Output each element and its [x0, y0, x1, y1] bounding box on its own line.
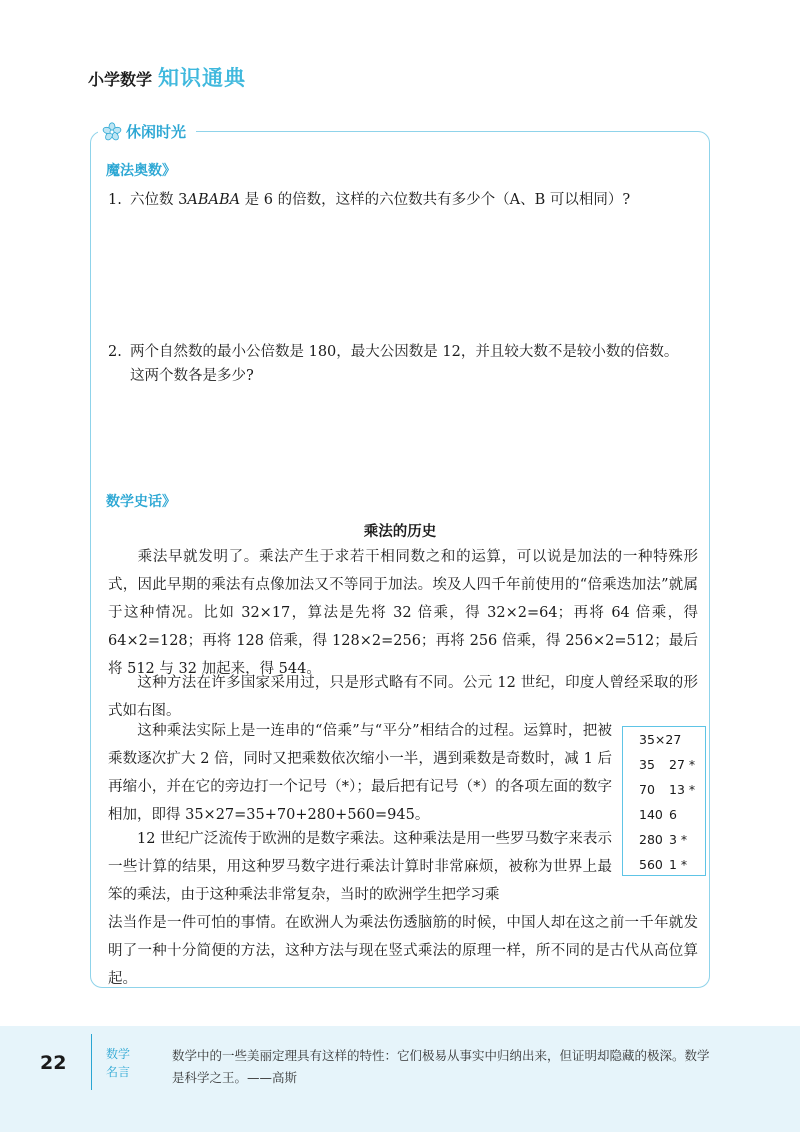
section-title-text: 休闲时光 — [126, 123, 187, 141]
article-paragraph-1: 乘法早就发明了。乘法产生于求若干相同数之和的运算，可以说是加法的一种特殊形式，因此早期的乘法有点像加法又不等同于加法。埃及人四千年前使用的“倍乘迭加法”就属于这种情况。比如 32×17，算法是先将 32 倍乘，得 32×2=64；再将 64 倍乘，得 64×2=128；再将 128 倍乘，得 128×2=256；再将 256 倍乘，得 256×2=512；最后将 512 与 32 加起来，得 544。 — [108, 549, 698, 677]
table-row: 560 1 * — [639, 857, 688, 872]
question-2-number: 2. — [108, 344, 122, 360]
table-row: 35 27 * — [639, 757, 696, 772]
article-paragraph-5: 法当作是一件可怕的事情。在欧洲人为乘法伤透脑筋的时候，中国人却在这之前一千年就发明了一种十分简便的方法，这种方法与现在竖式乘法的原理一样，所不同的是古代从高位算起。 — [108, 915, 698, 987]
series-name: 小学数学 — [88, 70, 153, 89]
question-1-number: 1. — [108, 192, 122, 208]
magic-heading: 魔法奥数》 — [106, 163, 176, 179]
question-2-line1: 两个自然数的最小公倍数是 180，最大公因数是 12，并且较大数不是较小数的倍数。 — [130, 344, 679, 360]
table-row: 70 13 * — [639, 782, 696, 797]
footer-divider — [91, 1034, 92, 1090]
page-header — [88, 62, 246, 92]
section-title — [98, 121, 196, 142]
table-row: 140 6 — [639, 807, 677, 822]
math-quote: 数学中的一些美丽定理具有这样的特性：它们极易从事实中归纳出来，但证明却隐藏的极深。数学是科学之王。——高斯 — [172, 1048, 710, 1085]
article-paragraph-4: 12 世纪广泛流传于欧洲的是数字乘法。这种乘法是用一些罗马数字来表示一些计算的结果，用这种罗马数字进行乘法计算时非常麻烦，被称为世界上最笨的乘法，由于这种乘法非常复杂，当时的欧洲学生把学习乘 — [108, 831, 612, 903]
table-row: 280 3 * — [639, 832, 688, 847]
book-brand: 知识通典 — [158, 66, 247, 90]
article-paragraph-3: 这种乘法实际上是一连串的“倍乘”与“平分”相结合的过程。运算时，把被乘数逐次扩大 2 倍，同时又把乘数依次缩小一半，遇到乘数是奇数时，减 1 后再缩小，并在它的旁边打一个记号（*）；最后把有记号（*）的各项左面的数字相加，即得 35×27=35+70+280+560=945。 — [108, 723, 612, 823]
page-number: 22 — [40, 1052, 67, 1074]
question-1-post: 是 6 的倍数，这样的六位数共有多少个（A、B 可以相同）? — [240, 192, 631, 208]
question-1-pre: 六位数 3 — [130, 192, 188, 208]
flower-icon — [102, 122, 122, 142]
footer-label: 数学 名言 — [106, 1047, 131, 1079]
indian-multiplication-table — [622, 726, 706, 876]
question-2 — [108, 340, 698, 388]
table-head-row: 35×27 — [639, 732, 682, 747]
question-1-var: ABABA — [187, 192, 241, 208]
article-title: 乘法的历史 — [363, 523, 437, 540]
article-paragraph-2: 这种方法在许多国家采用过，只是形式略有不同。公元 12 世纪，印度人曾经采取的形式如右图。 — [108, 675, 698, 719]
history-heading: 数学史话》 — [106, 494, 176, 510]
question-2-line2: 这两个数各是多少? — [130, 368, 254, 384]
question-1 — [108, 188, 698, 212]
